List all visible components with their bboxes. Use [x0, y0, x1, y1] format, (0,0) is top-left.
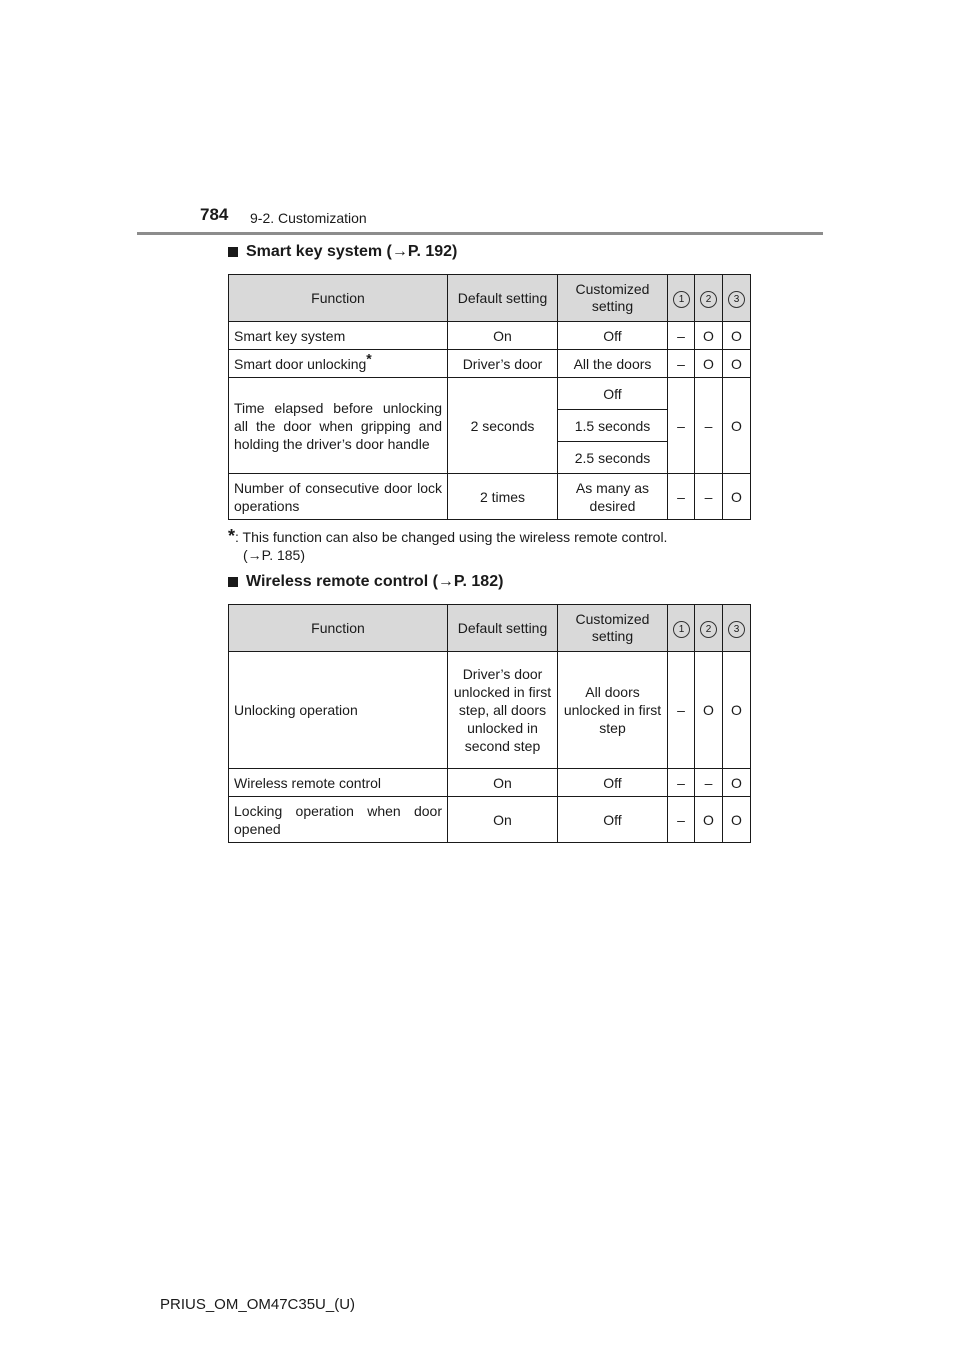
cell-function: Wireless remote control: [229, 769, 448, 797]
cell-c1: –: [668, 769, 695, 797]
wireless-heading-text: Wireless remote control (→P. 182): [246, 573, 504, 590]
col-1: [668, 605, 695, 652]
cell-custom: Off: [558, 797, 668, 843]
table-header-row: [229, 605, 751, 652]
cell-c3: O: [723, 378, 751, 474]
cell-function: Time elapsed before unlocking all the door when gripping and holding the driver’s door handle: [229, 378, 448, 474]
table-row: [229, 350, 751, 378]
cell-c3: O: [723, 797, 751, 843]
col-2: [695, 275, 723, 322]
cell-custom: Off: [558, 378, 668, 410]
col-default: Default setting: [448, 275, 558, 322]
table-row: [229, 769, 751, 797]
circled-number-3: 3: [728, 621, 745, 638]
footnote: [228, 527, 728, 564]
cell-c1: –: [668, 378, 695, 474]
cell-c2: O: [695, 350, 723, 378]
cell-c1: –: [668, 350, 695, 378]
cell-function: Number of consecutive door lock operations: [229, 474, 448, 520]
cell-function: [229, 350, 448, 378]
section-title: 9-2. Customization: [250, 210, 367, 226]
col-1: [668, 275, 695, 322]
table-row: [229, 652, 751, 769]
footnote-text: : This function can also be changed using the wireless remote control.: [235, 529, 668, 545]
circled-number-3: 3: [728, 291, 745, 308]
square-bullet-icon: [228, 577, 238, 587]
cell-c2: –: [695, 474, 723, 520]
table-row: [229, 322, 751, 350]
wireless-table: [228, 604, 751, 843]
cell-c1: –: [668, 797, 695, 843]
col-2: [695, 605, 723, 652]
cell-c2: O: [695, 322, 723, 350]
col-customized: Customized setting: [558, 605, 668, 652]
col-function: Function: [229, 605, 448, 652]
cell-function: Unlocking operation: [229, 652, 448, 769]
col-3: [723, 275, 751, 322]
cell-custom: All doors unlocked in first step: [558, 652, 668, 769]
cell-c1: –: [668, 474, 695, 520]
col-function: Function: [229, 275, 448, 322]
cell-c2: O: [695, 797, 723, 843]
cell-default: On: [448, 322, 558, 350]
cell-c1: –: [668, 652, 695, 769]
cell-c1: –: [668, 322, 695, 350]
cell-custom: Off: [558, 769, 668, 797]
smart-key-heading: [228, 243, 457, 261]
cell-default: 2 seconds: [448, 378, 558, 474]
cell-default: On: [448, 769, 558, 797]
header-divider: [137, 232, 823, 235]
cell-custom: As many as desired: [558, 474, 668, 520]
col-customized: Customized setting: [558, 275, 668, 322]
square-bullet-icon: [228, 247, 238, 257]
cell-default: 2 times: [448, 474, 558, 520]
circled-number-1: 1: [673, 291, 690, 308]
circled-number-2: 2: [700, 291, 717, 308]
wireless-heading: [228, 573, 503, 591]
cell-function-text: Smart door unlocking: [234, 355, 367, 372]
cell-c2: –: [695, 378, 723, 474]
circled-number-2: 2: [700, 621, 717, 638]
cell-function: Locking operation when door opened: [229, 797, 448, 843]
col-3: [723, 605, 751, 652]
col-default: Default setting: [448, 605, 558, 652]
cell-custom: All the doors: [558, 350, 668, 378]
cell-c3: O: [723, 322, 751, 350]
footnote-asterisk: *: [228, 526, 236, 546]
cell-default: On: [448, 797, 558, 843]
cell-custom: 1.5 seconds: [558, 410, 668, 442]
table-row: [229, 797, 751, 843]
table-row: [229, 378, 751, 410]
cell-custom: Off: [558, 322, 668, 350]
cell-c3: O: [723, 769, 751, 797]
footnote-page-ref: (→P. 185): [243, 547, 305, 563]
table-row: [229, 474, 751, 520]
cell-c2: –: [695, 769, 723, 797]
cell-default: Driver’s door: [448, 350, 558, 378]
cell-default: Driver’s door unlocked in first step, all doors unlocked in second step: [448, 652, 558, 769]
circled-number-1: 1: [673, 621, 690, 638]
cell-c3: O: [723, 652, 751, 769]
table-header-row: [229, 275, 751, 322]
document-code: PRIUS_OM_OM47C35U_(U): [160, 1296, 356, 1313]
cell-c3: O: [723, 350, 751, 378]
cell-custom: 2.5 seconds: [558, 442, 668, 474]
smart-key-heading-text: Smart key system (→P. 192): [246, 243, 458, 260]
cell-c3: O: [723, 474, 751, 520]
page-number: 784: [200, 205, 229, 224]
cell-function: Smart key system: [229, 322, 448, 350]
asterisk-mark: *: [366, 349, 372, 366]
smart-key-table: [228, 274, 751, 520]
cell-c2: O: [695, 652, 723, 769]
